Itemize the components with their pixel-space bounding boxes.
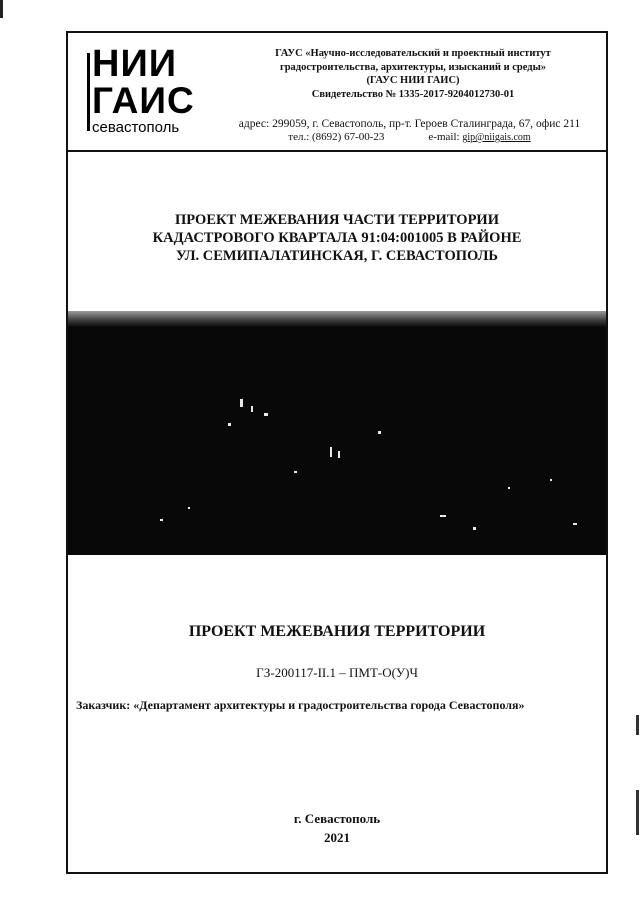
organization-line-1: ГАУС «Научно-исследовательский и проектный институт [275, 48, 551, 59]
organization-line-2: градостроительства, архитектуры, изысканий и среды» [279, 61, 547, 73]
photo-light [573, 523, 577, 525]
project-title-line-1: ПРОЕКТ МЕЖЕВАНИЯ ЧАСТИ ТЕРРИТОРИИ [174, 212, 499, 228]
photo-light [550, 479, 552, 481]
document-title: ПРОЕКТ МЕЖЕВАНИЯ ТЕРРИТОРИИ [188, 623, 486, 640]
footer-city: г. Севастополь [293, 811, 381, 826]
logo-bar [87, 53, 90, 131]
address-line: адрес: 299059, г. Севастополь, пр-т. Героев Сталинграда, 67, офис 211 [238, 118, 581, 130]
photo-light [473, 527, 476, 530]
logo-line-2: ГАИС [92, 80, 195, 121]
email-link[interactable]: gip@niigais.com [462, 132, 531, 143]
header-block [68, 33, 606, 152]
logo-city: севастополь [92, 119, 180, 136]
project-title-line-2: КАДАСТРОВОГО КВАРТАЛА 91:04:001005 В РАЙОНЕ [152, 230, 522, 246]
organization-logo [92, 45, 202, 136]
photo-light [160, 519, 163, 521]
scan-edge-mark [0, 0, 3, 18]
customer-line: Заказчик: «Департамент архитектуры и градостроительства города Севастополя» [76, 698, 525, 712]
project-title [68, 211, 606, 265]
photo-light [338, 451, 340, 458]
email-label: e-mail: [428, 131, 460, 143]
photo-light [378, 431, 381, 434]
organization-line-3: (ГАУС НИИ ГАИС) [366, 75, 460, 86]
contacts-row [212, 131, 607, 144]
email-block [428, 131, 530, 144]
footer-year: 2021 [324, 830, 350, 845]
scan-edge-mark [636, 715, 639, 735]
photo-light [251, 406, 253, 412]
logo-line-1: НИИ [92, 43, 178, 85]
organization-name [228, 47, 598, 101]
organization-certificate: Свидетельство № 1335-2017-9204012730-01 [311, 88, 515, 100]
photo-light [440, 515, 446, 517]
scan-edge-mark [636, 790, 639, 835]
photo-sky [68, 311, 606, 327]
photo-light [294, 471, 297, 473]
photo-light [228, 423, 231, 426]
photo-light [240, 399, 243, 407]
document-code: ГЗ-200117-II.1 – ПМТ-О(У)Ч [256, 665, 418, 680]
project-title-line-3: УЛ. СЕМИПАЛАТИНСКАЯ, Г. СЕВАСТОПОЛЬ [176, 248, 498, 264]
photo-light [188, 507, 190, 509]
photo-light [264, 413, 268, 416]
cover-photo [68, 311, 606, 555]
photo-light [508, 487, 510, 489]
title-page-frame [66, 31, 608, 874]
organization-address [212, 118, 607, 144]
photo-light [330, 447, 332, 457]
phone-text: тел.: (8692) 67-00-23 [288, 131, 385, 143]
